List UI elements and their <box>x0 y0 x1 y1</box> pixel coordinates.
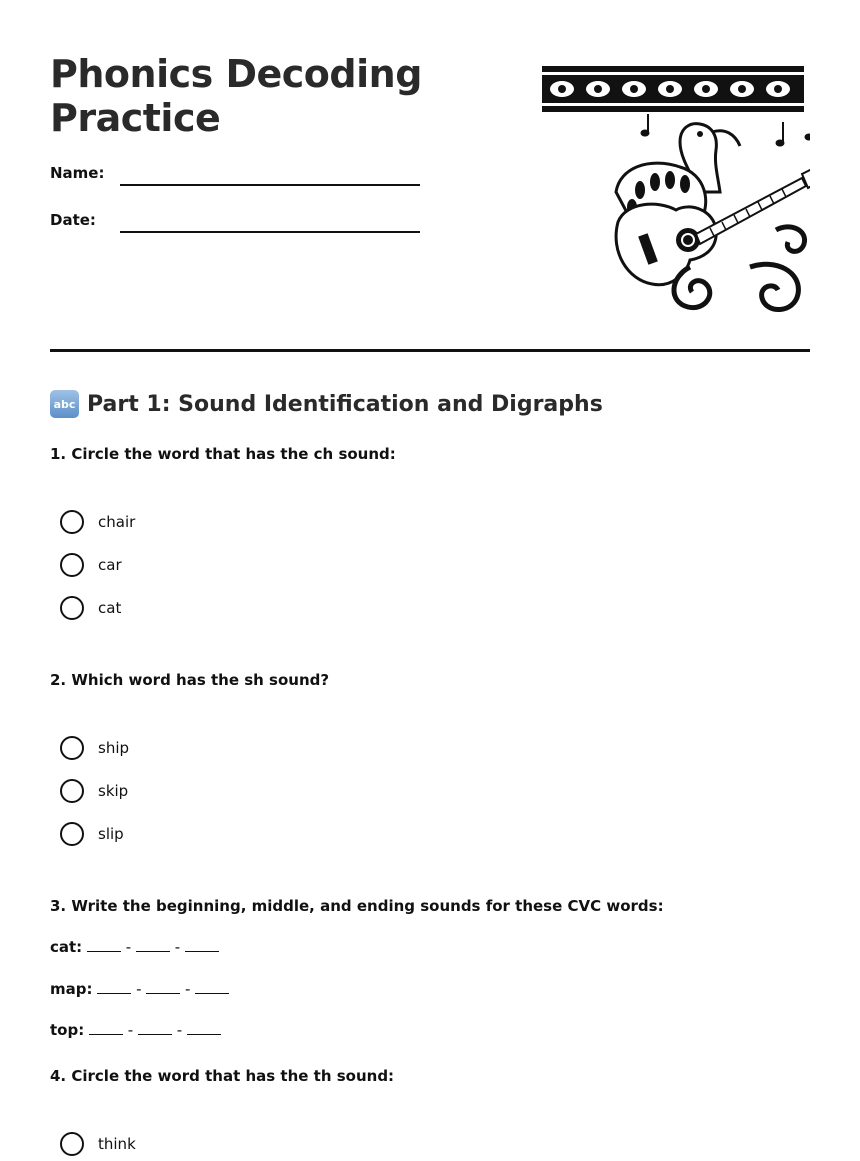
question-2-prompt: 2. Which word has the sh sound? <box>50 671 330 689</box>
option-label: skip <box>98 781 129 800</box>
sound-blank[interactable] <box>136 939 170 952</box>
part1-heading <box>50 389 603 419</box>
sound-blank[interactable] <box>138 1022 172 1035</box>
question-4-options <box>60 1122 136 1161</box>
question-1-options <box>60 500 135 629</box>
option-label: car <box>98 555 122 574</box>
answer-option[interactable] <box>60 586 135 629</box>
title-line-2: Practice <box>50 96 221 140</box>
option-label: cat <box>98 598 122 617</box>
title-line-1: Phonics Decoding <box>50 52 422 96</box>
answer-option[interactable] <box>60 769 129 812</box>
blank-separator: - <box>136 980 142 998</box>
cvc-row <box>50 980 229 998</box>
header-divider <box>50 349 810 352</box>
name-line[interactable] <box>120 184 420 186</box>
answer-option[interactable] <box>60 500 135 543</box>
sound-blank[interactable] <box>87 939 121 952</box>
radio-circle[interactable] <box>60 736 84 760</box>
part1-title: Part 1: Sound Identification and Digraphs <box>87 391 603 417</box>
radio-circle[interactable] <box>60 553 84 577</box>
name-field[interactable] <box>50 164 420 194</box>
blank-separator: - <box>125 938 132 956</box>
answer-option[interactable] <box>60 1122 136 1161</box>
radio-circle[interactable] <box>60 510 84 534</box>
option-label: chair <box>98 512 136 531</box>
cvc-row <box>50 938 219 956</box>
radio-circle[interactable] <box>60 1132 84 1156</box>
sound-blank[interactable] <box>185 939 219 952</box>
radio-circle[interactable] <box>60 596 84 620</box>
cvc-row <box>50 1021 221 1039</box>
radio-circle[interactable] <box>60 822 84 846</box>
name-label: Name: <box>50 164 105 182</box>
date-line[interactable] <box>120 231 420 233</box>
cvc-word: map: <box>50 980 93 998</box>
bird-guitar-illustration <box>540 62 810 322</box>
date-field[interactable] <box>50 211 420 241</box>
option-label: slip <box>98 824 124 843</box>
sound-blank[interactable] <box>195 981 229 994</box>
answer-option[interactable] <box>60 726 129 769</box>
question-3-prompt: 3. Write the beginning, middle, and ending sounds for these CVC words: <box>50 897 664 915</box>
cvc-word: top: <box>50 1021 85 1039</box>
question-2-options <box>60 726 129 855</box>
question-4-prompt: 4. Circle the word that has the th sound: <box>50 1067 395 1085</box>
option-label: think <box>98 1134 136 1153</box>
sound-blank[interactable] <box>187 1022 221 1035</box>
worksheet-header <box>50 52 810 327</box>
blank-separator: - <box>185 980 191 998</box>
answer-option[interactable] <box>60 543 135 586</box>
decorative-band <box>542 66 804 112</box>
option-label: ship <box>98 738 130 757</box>
cvc-word: cat: <box>50 938 83 956</box>
sound-blank[interactable] <box>97 981 131 994</box>
blank-separator: - <box>127 1021 134 1039</box>
question-1-prompt: 1. Circle the word that has the ch sound: <box>50 445 396 463</box>
blank-separator: - <box>176 1021 183 1039</box>
radio-circle[interactable] <box>60 779 84 803</box>
answer-option[interactable] <box>60 812 129 855</box>
date-label: Date: <box>50 211 96 229</box>
sound-blank[interactable] <box>89 1022 123 1035</box>
sound-blank[interactable] <box>146 981 180 994</box>
blank-separator: - <box>174 938 181 956</box>
music-notes <box>642 114 811 146</box>
abc-icon: abc <box>50 390 79 418</box>
